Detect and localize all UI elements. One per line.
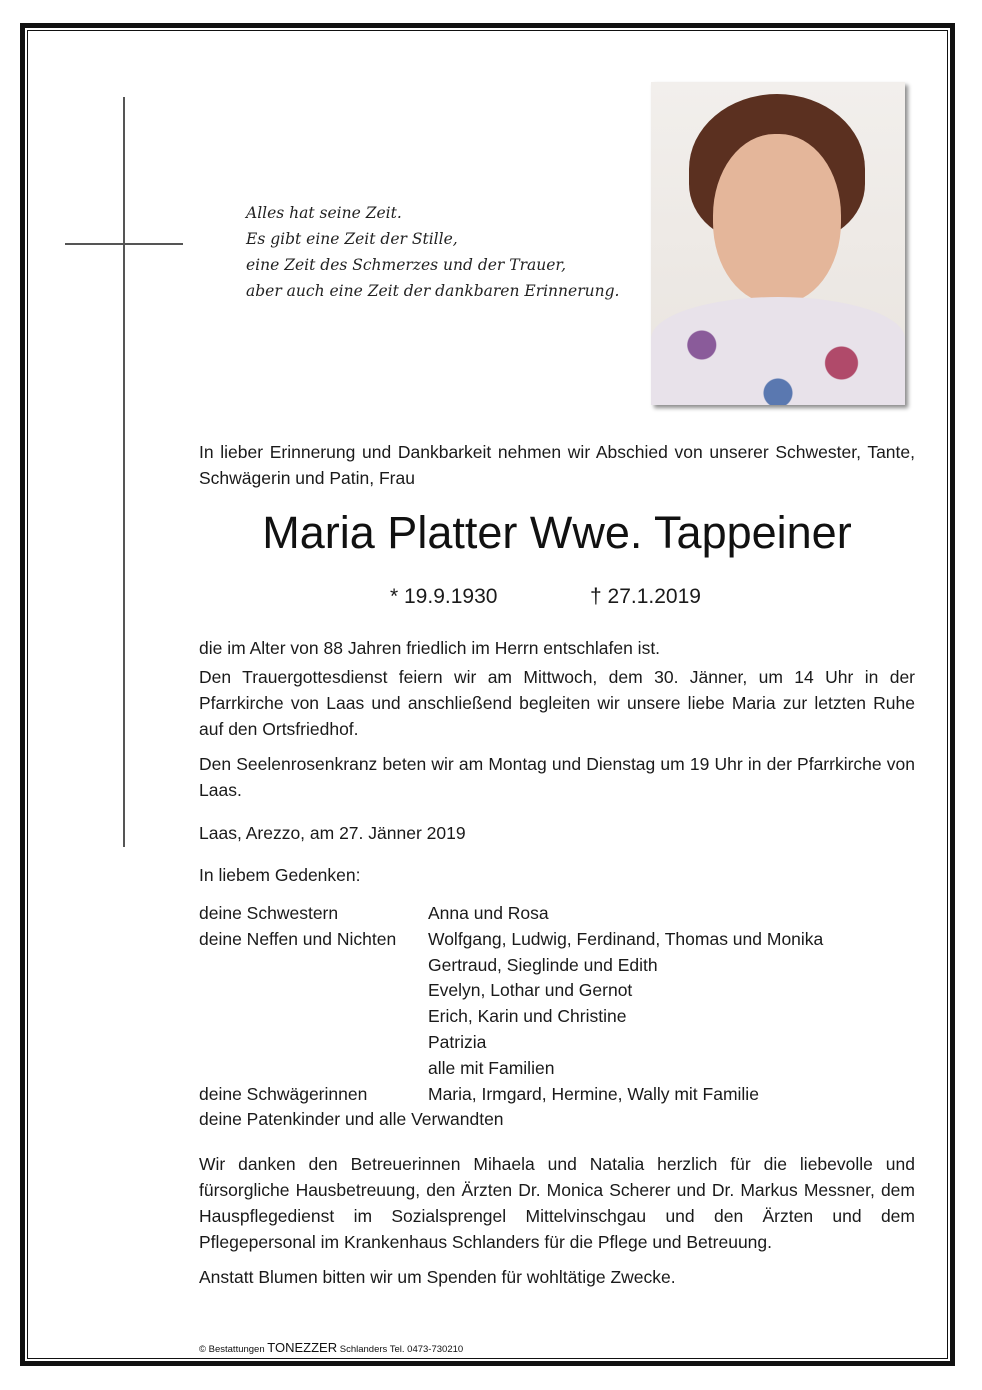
- mourner-names: Wolfgang, Ludwig, Ferdinand, Thomas und Monika: [428, 928, 824, 949]
- thanks-text: Wir danken den Betreuerinnen Mihaela und Natalia herzlich für die liebevolle und fürsorgliche Hausbetreuung, den Ärzten Dr. Monica Scherer und Dr. Markus Messner, dem Hauspflegedienst im Sozialsprengel Mittelvinschgau und den Ärzten und dem Pflegepersonal im Krankenhaus Schlanders für die Pflege und Betreuung.: [199, 1154, 915, 1253]
- place-date: Laas, Arezzo, am 27. Jänner 2019: [199, 823, 466, 843]
- quote: [246, 200, 619, 304]
- mourner-names: Evelyn, Lothar und Gernot: [428, 980, 633, 1001]
- mourner-names: Anna und Rosa: [428, 903, 549, 923]
- mourner-relation: deine Patenkinder und alle Verwandten: [199, 1109, 504, 1130]
- mourner-row: [199, 927, 915, 953]
- mourner-relation: [199, 978, 428, 1004]
- mourner-relation: [199, 1030, 428, 1056]
- paragraph: Den Trauergottesdienst feiern wir am Mittwoch, dem 30. Jänner, um 14 Uhr in der Pfarrkirche von Laas und anschließend begleiten wir unsere liebe Maria zur letzten Ruhe auf den Ortsfriedhof.: [199, 667, 915, 739]
- mourner-names: Gertraud, Sieglinde und Edith: [428, 954, 658, 975]
- mourner-row: [199, 901, 915, 927]
- cross-icon-vertical: [123, 97, 125, 847]
- mourner-names: Patrizia: [428, 1031, 487, 1052]
- mourner-relation: deine Neffen und Nichten: [199, 928, 397, 949]
- mourner-row: [199, 978, 915, 1004]
- mourner-relation: [199, 1004, 428, 1030]
- mourner-row: [199, 1004, 915, 1030]
- mourner-names: alle mit Familien: [428, 1057, 555, 1078]
- mourner-row: [199, 1082, 915, 1108]
- quote-line: Es gibt eine Zeit der Stille,: [246, 230, 458, 248]
- mourner-row: [199, 1107, 915, 1133]
- footer-brand: TONEZZER: [267, 1340, 338, 1355]
- mourner-relation: [199, 1056, 428, 1082]
- mourner-names: Maria, Irmgard, Hermine, Wally mit Familie: [428, 1083, 759, 1104]
- mourner-relation: [199, 953, 428, 979]
- deceased-name: Maria Platter Wwe. Tappeiner: [262, 507, 852, 558]
- mourner-names: [504, 1107, 915, 1133]
- mourner-row: [199, 1056, 915, 1082]
- paragraph: die im Alter von 88 Jahren friedlich im Herrn entschlafen ist.: [199, 638, 661, 658]
- mourner-names: Erich, Karin und Christine: [428, 1006, 627, 1027]
- birth-date: * 19.9.1930: [390, 585, 498, 608]
- intro-text: In lieber Erinnerung und Dankbarkeit nehmen wir Abschied von unserer Schwester, Tante, Schwägerin und Patin, Frau: [199, 442, 915, 488]
- mourner-row: [199, 1030, 915, 1056]
- mourner-relation: deine Schwägerinnen: [199, 1083, 368, 1104]
- footer-credit: [199, 1340, 463, 1355]
- quote-line: eine Zeit des Schmerzes und der Trauer,: [246, 256, 567, 274]
- cross-icon-horizontal: [65, 243, 183, 245]
- life-dates: [199, 583, 915, 611]
- quote-line: aber auch eine Zeit der dankbaren Erinnerung.: [246, 282, 620, 300]
- gedenken-heading: In liebem Gedenken:: [199, 865, 361, 885]
- flowers-text: Anstatt Blumen bitten wir um Spenden für wohltätige Zwecke.: [199, 1267, 676, 1288]
- mourners-list: [199, 901, 915, 1133]
- paragraph: Den Seelenrosenkranz beten wir am Montag und Dienstag um 19 Uhr in der Pfarrkirche von Laas.: [199, 754, 915, 800]
- portrait-photo: [651, 82, 905, 405]
- mourner-row: [199, 953, 915, 979]
- obituary-body: [199, 439, 915, 1290]
- footer-pre: © Bestattungen: [199, 1344, 265, 1355]
- quote-line: Alles hat seine Zeit.: [246, 204, 402, 222]
- mourner-relation: deine Schwestern: [199, 903, 339, 923]
- death-date: † 27.1.2019: [590, 585, 701, 608]
- footer-post: Schlanders Tel. 0473-730210: [339, 1344, 464, 1355]
